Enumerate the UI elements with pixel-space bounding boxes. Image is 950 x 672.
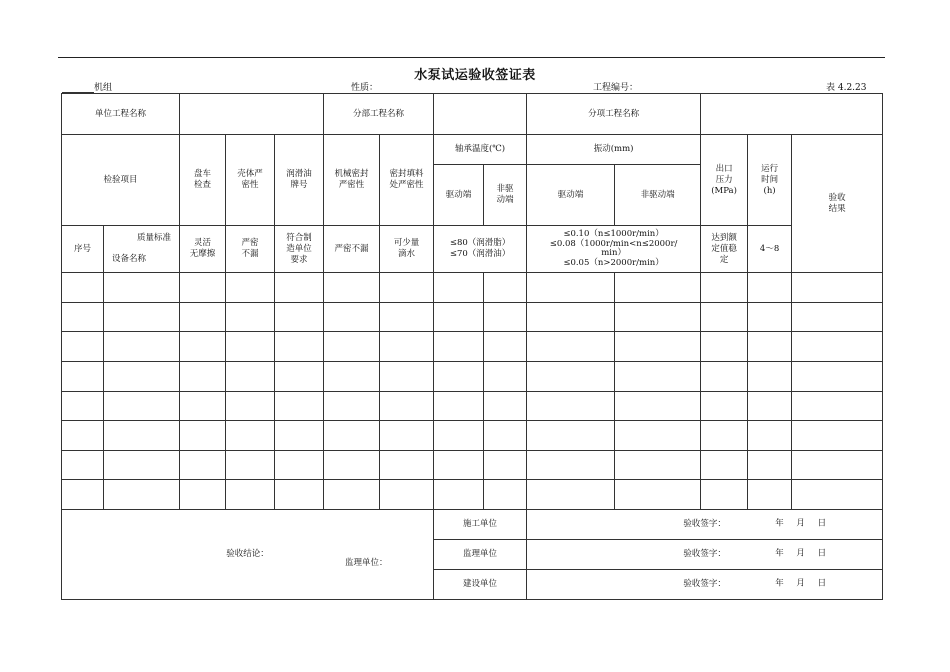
table-cell[interactable] (226, 273, 275, 303)
std-casing-tightness: 严密 不漏 (226, 226, 275, 273)
table-cell[interactable] (434, 480, 484, 510)
table-cell[interactable] (380, 302, 434, 332)
table-cell[interactable] (380, 273, 434, 303)
table-cell[interactable] (615, 302, 701, 332)
table-cell[interactable] (226, 391, 275, 421)
table-cell[interactable] (275, 302, 324, 332)
table-cell[interactable] (226, 361, 275, 391)
table-cell[interactable] (226, 480, 275, 510)
packing-header: 密封填料 处严密性 (380, 135, 434, 226)
table-cell[interactable] (104, 273, 180, 303)
project-no-label: 工程编号： (593, 83, 639, 93)
acceptance-result-header: 验收 结果 (792, 135, 883, 273)
acceptance-table (61, 93, 883, 600)
standards-row (62, 226, 883, 273)
table-cell[interactable] (615, 332, 701, 362)
table-cell[interactable] (380, 450, 434, 480)
table-cell[interactable] (748, 273, 792, 303)
table-cell[interactable] (527, 332, 615, 362)
table-cell[interactable] (226, 421, 275, 451)
rotate-check-header: 盘车 检查 (180, 135, 226, 226)
unit-label: 机组 (94, 83, 113, 93)
unit-field (62, 80, 112, 93)
table-cell[interactable] (324, 391, 380, 421)
table-cell[interactable] (434, 332, 484, 362)
table-cell[interactable] (527, 421, 615, 451)
sign-org-2: 监理单位 (434, 539, 527, 569)
table-cell[interactable] (275, 480, 324, 510)
table-cell[interactable] (527, 273, 615, 303)
table-cell[interactable] (104, 302, 180, 332)
table-cell[interactable] (748, 450, 792, 480)
std-outlet-pressure: 达到额 定值稳 定 (701, 226, 748, 273)
table-cell[interactable] (434, 421, 484, 451)
table-row (62, 332, 883, 362)
item-project-label: 分项工程名称 (527, 94, 701, 135)
table-row (62, 421, 883, 451)
table-cell[interactable] (434, 302, 484, 332)
table-cell[interactable] (484, 332, 527, 362)
table-cell[interactable] (62, 480, 104, 510)
std-vibration: ≤0.10（n≤1000r/min） ≤0.08（1000r/min<n≤2000r/ min） ≤0.05（n>2000r/min） (527, 226, 701, 273)
inspection-item-header: 检验项目 (62, 135, 180, 226)
table-cell[interactable] (484, 302, 527, 332)
table-cell[interactable] (324, 480, 380, 510)
sign-org-3: 建设单位 (434, 569, 527, 599)
lube-oil-header: 润滑油 牌号 (275, 135, 324, 226)
table-cell[interactable] (104, 421, 180, 451)
sub-project-label: 分部工程名称 (324, 94, 434, 135)
table-row (62, 361, 883, 391)
table-cell[interactable] (701, 273, 748, 303)
conclusion-cell[interactable] (62, 509, 434, 599)
table-cell[interactable] (748, 480, 792, 510)
table-cell[interactable] (527, 361, 615, 391)
table-cell[interactable] (484, 480, 527, 510)
sub-project-value[interactable] (434, 94, 527, 135)
table-cell[interactable] (324, 450, 380, 480)
vibration-header: 振动(mm) (527, 135, 701, 165)
table-cell[interactable] (434, 361, 484, 391)
table-cell[interactable] (62, 450, 104, 480)
table-cell[interactable] (615, 391, 701, 421)
table-cell[interactable] (484, 391, 527, 421)
sign-cell-3[interactable] (527, 569, 883, 599)
table-cell[interactable] (226, 302, 275, 332)
table-cell[interactable] (615, 361, 701, 391)
table-cell[interactable] (180, 421, 226, 451)
table-cell[interactable] (701, 391, 748, 421)
form-title: 水泵试运验收签证表 (414, 68, 536, 83)
table-cell[interactable] (484, 273, 527, 303)
table-cell[interactable] (380, 332, 434, 362)
table-cell[interactable] (792, 391, 883, 421)
vib-drive-header: 驱动端 (527, 165, 615, 226)
item-project-value[interactable] (701, 94, 883, 135)
table-cell[interactable] (701, 480, 748, 510)
table-row (62, 273, 883, 303)
std-run-time: 4～8 (748, 226, 792, 273)
table-cell[interactable] (180, 450, 226, 480)
mech-seal-header: 机械密封 严密性 (324, 135, 380, 226)
table-cell[interactable] (434, 450, 484, 480)
table-cell[interactable] (701, 361, 748, 391)
table-cell[interactable] (748, 391, 792, 421)
supervision-label: 监理单位： (345, 557, 388, 568)
sign-date-2: 年 月 日 (775, 548, 827, 559)
table-cell[interactable] (104, 361, 180, 391)
table-row (62, 450, 883, 480)
table-cell[interactable] (748, 302, 792, 332)
conclusion-label: 验收结论： (226, 548, 269, 559)
table-row (62, 302, 883, 332)
unit-blank[interactable] (62, 83, 94, 93)
table-cell[interactable] (380, 391, 434, 421)
bearing-temp-header: 轴承温度(℃) (434, 135, 527, 165)
table-cell[interactable] (701, 421, 748, 451)
table-cell[interactable] (792, 450, 883, 480)
table-cell[interactable] (62, 421, 104, 451)
table-cell[interactable] (792, 421, 883, 451)
header-row-1 (62, 135, 883, 165)
table-cell[interactable] (62, 332, 104, 362)
table-cell[interactable] (484, 450, 527, 480)
table-cell[interactable] (792, 361, 883, 391)
table-cell[interactable] (226, 332, 275, 362)
unit-project-label: 单位工程名称 (62, 94, 180, 135)
table-cell[interactable] (104, 391, 180, 421)
table-cell[interactable] (226, 450, 275, 480)
nature-label: 性质： (351, 83, 379, 93)
table-cell[interactable] (62, 391, 104, 421)
table-cell[interactable] (324, 332, 380, 362)
sign-cell-2[interactable] (527, 539, 883, 569)
std-mech-seal: 严密不漏 (324, 226, 380, 273)
top-rule (58, 57, 885, 58)
diagonal-label-cell (104, 226, 180, 273)
sign-label-1: 验收签字： (683, 518, 726, 529)
table-cell[interactable] (275, 361, 324, 391)
std-rotate-check: 灵活 无摩擦 (180, 226, 226, 273)
table-cell[interactable] (380, 421, 434, 451)
table-cell[interactable] (527, 480, 615, 510)
table-cell[interactable] (180, 332, 226, 362)
table-cell[interactable] (615, 480, 701, 510)
sign-date-3: 年 月 日 (775, 578, 827, 589)
data-rows (62, 273, 883, 509)
table-cell[interactable] (180, 302, 226, 332)
bearing-drive-header: 驱动端 (434, 165, 484, 226)
vib-nondrive-header: 非驱动端 (615, 165, 701, 226)
table-cell[interactable] (748, 361, 792, 391)
bearing-nondrive-header: 非驱 动端 (484, 165, 527, 226)
table-cell[interactable] (792, 332, 883, 362)
table-cell[interactable] (275, 391, 324, 421)
sign-label-3: 验收签字： (683, 578, 726, 589)
table-cell[interactable] (180, 480, 226, 510)
table-cell[interactable] (792, 480, 883, 510)
table-cell[interactable] (701, 302, 748, 332)
table-cell[interactable] (324, 421, 380, 451)
table-cell[interactable] (180, 273, 226, 303)
table-cell[interactable] (527, 391, 615, 421)
device-name-label: 设备名称 (112, 254, 147, 265)
table-cell[interactable] (484, 421, 527, 451)
std-lube-oil: 符合制 造单位 要求 (275, 226, 324, 273)
table-cell[interactable] (748, 332, 792, 362)
table-cell[interactable] (527, 302, 615, 332)
table-cell[interactable] (324, 273, 380, 303)
table-cell[interactable] (104, 332, 180, 362)
table-cell[interactable] (62, 302, 104, 332)
table-cell[interactable] (434, 273, 484, 303)
table-cell[interactable] (434, 391, 484, 421)
sign-date-1: 年 月 日 (775, 518, 827, 529)
quality-standard-label: 质量标准 (137, 233, 172, 244)
table-cell[interactable] (324, 361, 380, 391)
sign-org-1: 施工单位 (434, 509, 527, 539)
table-cell[interactable] (62, 273, 104, 303)
table-cell[interactable] (527, 450, 615, 480)
casing-tightness-header: 壳体严 密性 (226, 135, 275, 226)
std-packing: 可少量 滴水 (380, 226, 434, 273)
std-bearing-temp: ≤80（润滑脂） ≤70（润滑油） (434, 226, 527, 273)
table-cell[interactable] (180, 391, 226, 421)
seq-label: 序号 (62, 226, 104, 273)
info-row (62, 94, 883, 135)
table-cell[interactable] (792, 273, 883, 303)
table-cell[interactable] (104, 450, 180, 480)
table-cell[interactable] (380, 480, 434, 510)
table-cell[interactable] (62, 361, 104, 391)
sign-cell-1[interactable] (527, 509, 883, 539)
table-cell[interactable] (104, 480, 180, 510)
outlet-pressure-header: 出口 压力 (MPa) (701, 135, 748, 226)
table-cell[interactable] (701, 450, 748, 480)
table-cell[interactable] (748, 421, 792, 451)
table-cell[interactable] (701, 332, 748, 362)
run-time-header: 运行 时间 (h) (748, 135, 792, 226)
table-cell[interactable] (484, 361, 527, 391)
table-cell[interactable] (615, 450, 701, 480)
table-cell[interactable] (275, 421, 324, 451)
table-row (62, 391, 883, 421)
table-cell[interactable] (275, 273, 324, 303)
table-cell[interactable] (792, 302, 883, 332)
table-cell[interactable] (380, 361, 434, 391)
table-cell[interactable] (275, 332, 324, 362)
table-cell[interactable] (275, 450, 324, 480)
table-cell[interactable] (180, 361, 226, 391)
table-cell[interactable] (615, 421, 701, 451)
table-row (62, 480, 883, 510)
form-code: 表 4.2.23 (826, 83, 867, 93)
footer-row-1 (62, 509, 883, 539)
table-cell[interactable] (324, 302, 380, 332)
sign-label-2: 验收签字： (683, 548, 726, 559)
unit-project-value[interactable] (180, 94, 324, 135)
table-cell[interactable] (615, 273, 701, 303)
